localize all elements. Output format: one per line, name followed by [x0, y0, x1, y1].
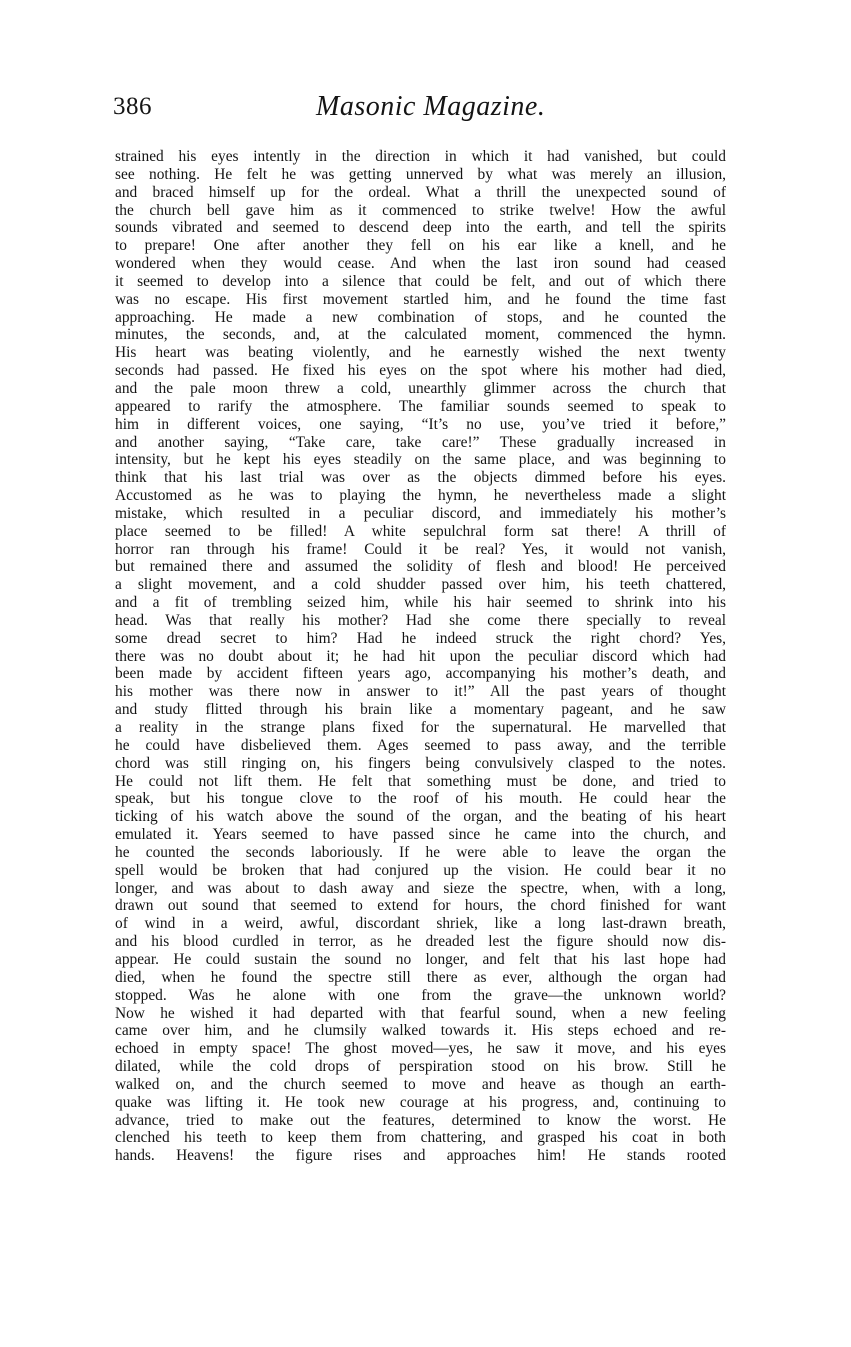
text-line: emulated it. Years seemed to have passed since he came into the church, and	[115, 826, 726, 844]
text-line: but remained there and assumed the solidity of flesh and blood! He perceived	[115, 558, 726, 576]
text-line: it seemed to develop into a silence that could be felt, and out of which there	[115, 272, 726, 290]
text-line: appeared to rarify the atmosphere. The familiar sounds seemed to speak to	[115, 397, 726, 415]
text-line: stopped. Was he alone with one from the grave—the unknown world?	[115, 986, 726, 1004]
text-line: He could not lift them. He felt that something must be done, and tried to	[115, 772, 726, 790]
text-line: walked on, and the church seemed to move and heave as though an earth-	[115, 1075, 726, 1093]
text-line: and another saying, “Take care, take care!” These gradually increased in	[115, 433, 726, 451]
text-line: longer, and was about to dash away and sieze the spectre, when, with a long,	[115, 879, 726, 897]
text-line: hands. Heavens! the figure rises and approaches him! He stands rooted	[115, 1147, 726, 1165]
text-line: intensity, but he kept his eyes steadily on the same place, and was beginning to	[115, 451, 726, 469]
text-line: and study flitted through his brain like a momentary pageant, and he saw	[115, 701, 726, 719]
text-line: place seemed to be filled! A white sepulchral form sat there! A thrill of	[115, 522, 726, 540]
text-line: minutes, the seconds, and, at the calculated moment, commenced the hymn.	[115, 326, 726, 344]
text-line: speak, but his tongue clove to the roof of his mouth. He could hear the	[115, 790, 726, 808]
text-line: seconds had passed. He fixed his eyes on the spot where his mother had died,	[115, 362, 726, 380]
text-line: strained his eyes intently in the direction in which it had vanished, but could	[115, 148, 726, 165]
text-line: and braced himself up for the ordeal. What a thrill the unexpected sound of	[115, 183, 726, 201]
text-line: him in different voices, one saying, “It’s no use, you’ve tried it before,”	[115, 415, 726, 433]
text-line: Now he wished it had departed with that fearful sound, when a new feeling	[115, 1004, 726, 1022]
text-line: died, when he found the spectre still there as ever, although the organ had	[115, 968, 726, 986]
text-line: drawn out sound that seemed to extend for hours, the chord finished for want	[115, 897, 726, 915]
text-line: appear. He could sustain the sound no longer, and felt that his last hope had	[115, 950, 726, 968]
text-line: mistake, which resulted in a peculiar discord, and immediately his mother’s	[115, 504, 726, 522]
text-line: his mother was there now in answer to it!” All the past years of thought	[115, 683, 726, 701]
text-line: some dread secret to him? Had he indeed struck the right chord? Yes,	[115, 629, 726, 647]
page-number: 386	[113, 93, 152, 120]
text-line: a slight movement, and a cold shudder passed over him, his teeth chattered,	[115, 576, 726, 594]
text-line: His heart was beating violently, and he earnestly wished the next twenty	[115, 344, 726, 362]
text-line: dilated, while the cold drops of perspiration stood on his brow. Still he	[115, 1058, 726, 1076]
text-line: wondered when they would cease. And when the last iron sound had ceased	[115, 255, 726, 273]
text-line: he counted the seconds laboriously. If he were able to leave the organ the	[115, 843, 726, 861]
text-line: head. Was that really his mother? Had she come there specially to reveal	[115, 611, 726, 629]
text-line: a reality in the strange plans fixed for the supernatural. He marvelled that	[115, 719, 726, 736]
text-line: advance, tried to make out the features, determined to know the worst. He	[115, 1111, 726, 1129]
text-line: was no escape. His first movement startled him, and he found the time fast	[115, 290, 726, 308]
text-line: the church bell gave him as it commenced to strike twelve! How the awful	[115, 201, 726, 219]
text-line: there was no doubt about it; he had hit upon the peculiar discord which had	[115, 647, 726, 665]
text-line: and a fit of trembling seized him, while his hair seemed to shrink into his	[115, 594, 726, 612]
text-line: sounds vibrated and seemed to descend deep into the earth, and tell the spirits	[115, 219, 726, 237]
text-line: see nothing. He felt he was getting unnerved by what was merely an illusion,	[115, 165, 726, 183]
text-line: he could have disbelieved them. Ages seemed to pass away, and the terrible	[115, 736, 726, 754]
text-line: ticking of his watch above the sound of the organ, and the beating of his heart	[115, 808, 726, 826]
text-line: approaching. He made a new combination of stops, and he counted the	[115, 308, 726, 326]
text-line: to prepare! One after another they fell on his ear like a knell, and he	[115, 237, 726, 255]
text-line: echoed in empty space! The ghost moved—yes, he saw it move, and his eyes	[115, 1040, 726, 1058]
text-line: and the pale moon threw a cold, unearthly glimmer across the church that	[115, 379, 726, 397]
text-line: chord was still ringing on, his fingers being convulsively clasped to the notes.	[115, 754, 726, 772]
article-body	[115, 148, 726, 1165]
text-line: think that his last trial was over as the objects dimmed before his eyes.	[115, 469, 726, 487]
text-line: and his blood curdled in terror, as he dreaded lest the figure should now dis-	[115, 933, 726, 951]
text-line: came over him, and he clumsily walked towards it. His steps echoed and re-	[115, 1022, 726, 1040]
text-line: Accustomed as he was to playing the hymn, he nevertheless made a slight	[115, 487, 726, 505]
running-title: Masonic Magazine.	[316, 91, 546, 122]
text-line: been made by accident fifteen years ago, accompanying his mother’s death, and	[115, 665, 726, 683]
text-line: clenched his teeth to keep them from chattering, and grasped his coat in both	[115, 1129, 726, 1147]
text-line: spell would be broken that had conjured up the vision. He could bear it no	[115, 861, 726, 879]
text-line: of wind in a weird, awful, discordant shriek, like a long last-drawn breath,	[115, 915, 726, 933]
text-line: horror ran through his frame! Could it be real? Yes, it would not vanish,	[115, 540, 726, 558]
text-line: quake was lifting it. He took new courage at his progress, and, continuing to	[115, 1093, 726, 1111]
